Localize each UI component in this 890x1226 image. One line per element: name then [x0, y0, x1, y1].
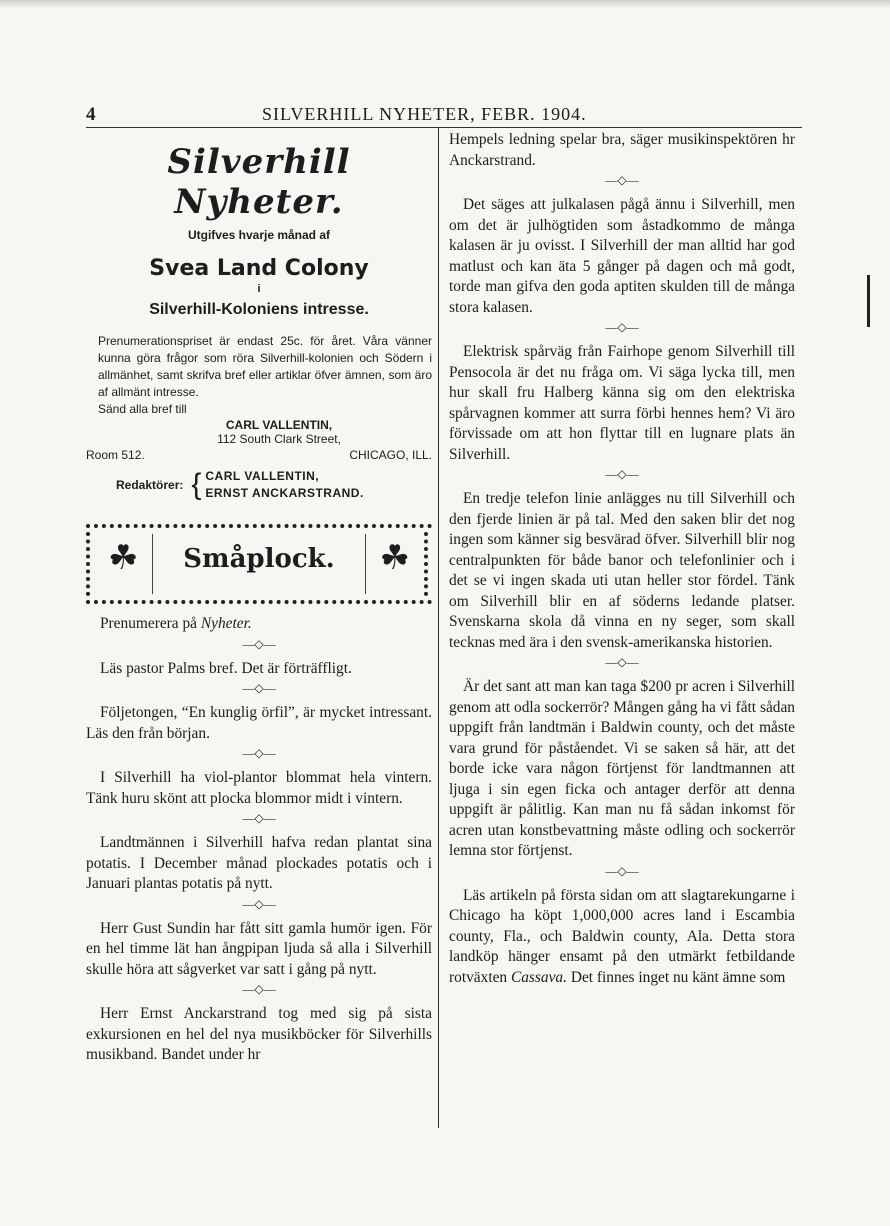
right-column: [449, 130, 795, 988]
news-item: Följetongen, “En kunglig örfil”, är mycket intressant. Läs den från början.: [86, 704, 432, 742]
masthead-subtitle: Utgifves hvarje månad af: [187, 228, 331, 242]
item-divider: —◇—: [242, 982, 276, 996]
smaplock-banner: [86, 524, 432, 604]
colony-conjunction: i: [257, 283, 261, 295]
news-item: [449, 886, 795, 989]
news-item: [86, 614, 432, 635]
subscription-info: [86, 333, 432, 418]
item-text: Det finnes inget nu känt ämne som: [566, 968, 786, 986]
shamrock-icon: ☘: [108, 540, 139, 577]
editor-name: ERNST ANCKARSTRAND.: [205, 486, 364, 500]
address-city: CHICAGO, ILL.: [349, 448, 432, 462]
news-item: Elektrisk spårväg från Fairhope genom Silverhill till Pensocola är det nu fråga om. Vi säga lycka till, men hur skall fru Halberg känna sig om den elektriska spårvagnen kommer att surra förbi hennes hem? Vi äro förvissade om att hon flyttar till en lugnare plats än Silverhill.: [449, 343, 795, 463]
column-rule: [438, 128, 439, 1128]
colony-interest: Silverhill-Koloniens intresse.: [149, 301, 369, 318]
item-divider: —◇—: [605, 863, 639, 878]
section-title: Småplock.: [183, 544, 335, 574]
news-item: Herr Ernst Anckarstrand tog med sig på sista exkursionen en hel del nya musikböcker för Silverhills musikband. Bandet under hr: [86, 1005, 432, 1063]
editors-label: Redaktörer:: [116, 478, 184, 492]
item-divider: —◇—: [242, 811, 276, 825]
item-emphasis: Nyheter.: [200, 615, 252, 632]
item-emphasis: Cassava.: [510, 968, 567, 986]
news-item: Är det sant att man kan taga $200 pr acren i Silverhill genom att odla sockerrör? Mången gång ha vi fått sådan uppgift från landtmän i Baldwin county, och det måste vara grund för påståendet. Vi se saken så här, att det borde icke vara någon förtjenst för landtmannen att ljuga i sin egen ficka och antager derför att denna uppgift är pålitlig. Kan man nu få sådan inkomst för acren utan konstbevattning måste odling och sockerrör lemna stor förtjenst.: [449, 678, 795, 859]
subscription-text: Prenumerationspriset är endast 25c. för året. Våra vänner kunna göra frågor som röra Silverhill-kolonien och Södern i allmänhet, samt skrifva bref eller artiklar öfver ämnen, som äro af allmänt intresse.: [98, 334, 432, 399]
news-item: Läs pastor Palms bref. Det är förträffligt.: [100, 659, 352, 677]
item-divider: —◇—: [242, 636, 276, 651]
news-item: En tredje telefon linie anlägges nu till Silverhill och den fjerde linien är på tal. Med den saken blir det nog ingen som känner sig besvärad öfver. Silverhill blir nog centralpunkten för både banor och telefonlinier och i det se vi ingen skada uti utan heller stor fördel. Tänk om Silverhill blir en af söderns ledande platser. Svenskarna skola då vinna en ny seger, som skall tecknas med ära i den svensk-amerikanska historien.: [449, 490, 795, 651]
item-divider: —◇—: [242, 681, 276, 695]
shamrock-icon: ☘: [379, 540, 410, 577]
item-text: Läs artikeln på första sidan om att slagtarekungarne i Chicago ha köpt 1,000,000 acres land i Escambia county, Fla., och Baldwin county, Ala. Detta stora landköp hänger ensamt på den utmärkt fetbildande rotväxten: [449, 886, 795, 986]
editor-name: CARL VALLENTIN,: [205, 469, 320, 483]
editors-block: [86, 468, 432, 502]
item-divider: —◇—: [242, 896, 276, 911]
left-column: [86, 130, 432, 1066]
masthead-title: Silverhill Nyheter.: [167, 142, 351, 222]
address-room-city: [86, 448, 432, 462]
scan-edge: [0, 0, 890, 9]
editors-names: [205, 468, 363, 502]
banner-rule: [365, 534, 366, 594]
header-rule: [86, 127, 802, 128]
item-divider: —◇—: [242, 746, 276, 760]
page-number: 4: [86, 104, 96, 125]
item-divider: —◇—: [605, 467, 639, 481]
address-room: Room 512.: [86, 448, 145, 462]
news-item: Landtmännen i Silverhill hafva redan plantat sina potatis. I December månad plockades potatis och i Januari plantas potatis på nytt.: [86, 834, 432, 892]
send-to-label: Sänd alla bref till: [98, 402, 187, 416]
brace-icon: {: [191, 468, 202, 501]
colony-name: Svea Land Colony: [149, 256, 369, 281]
running-head: SILVERHILL NYHETER, FEBR. 1904.: [262, 104, 587, 124]
margin-mark: [867, 275, 870, 327]
news-item: I Silverhill ha viol-plantor blommat hela vintern. Tänk huru skönt att plocka blommor midt i vintern.: [86, 769, 432, 807]
address-name: CARL VALLENTIN,: [225, 418, 333, 432]
news-item: Hempels ledning spelar bra, säger musikinspektören hr Anckarstrand.: [449, 131, 795, 169]
news-item: Det säges att julkalasen pågå ännu i Silverhill, men om det är julhögtiden som åstadkommo de många kalasen är ju ovisst. I Silverhill der man alltid har god matlust och kan äta 5 gånger på dagen och må godt, torde man gifva den goda aptiten skulden till de många stora kalasen.: [449, 196, 795, 316]
item-divider: —◇—: [605, 320, 639, 334]
item-divider: —◇—: [605, 173, 639, 187]
item-text: Prenumerera på: [100, 615, 201, 632]
address-street: 112 South Clark Street,: [217, 432, 341, 446]
news-items-left: [86, 614, 432, 1066]
news-item: Herr Gust Sundin har fått sitt gamla humör igen. För en hel timme lät han ångpipan ljuda så alla i Silverhill skulle höra att sågverket var satt i gång på nytt.: [86, 919, 432, 978]
item-divider: —◇—: [605, 655, 639, 669]
